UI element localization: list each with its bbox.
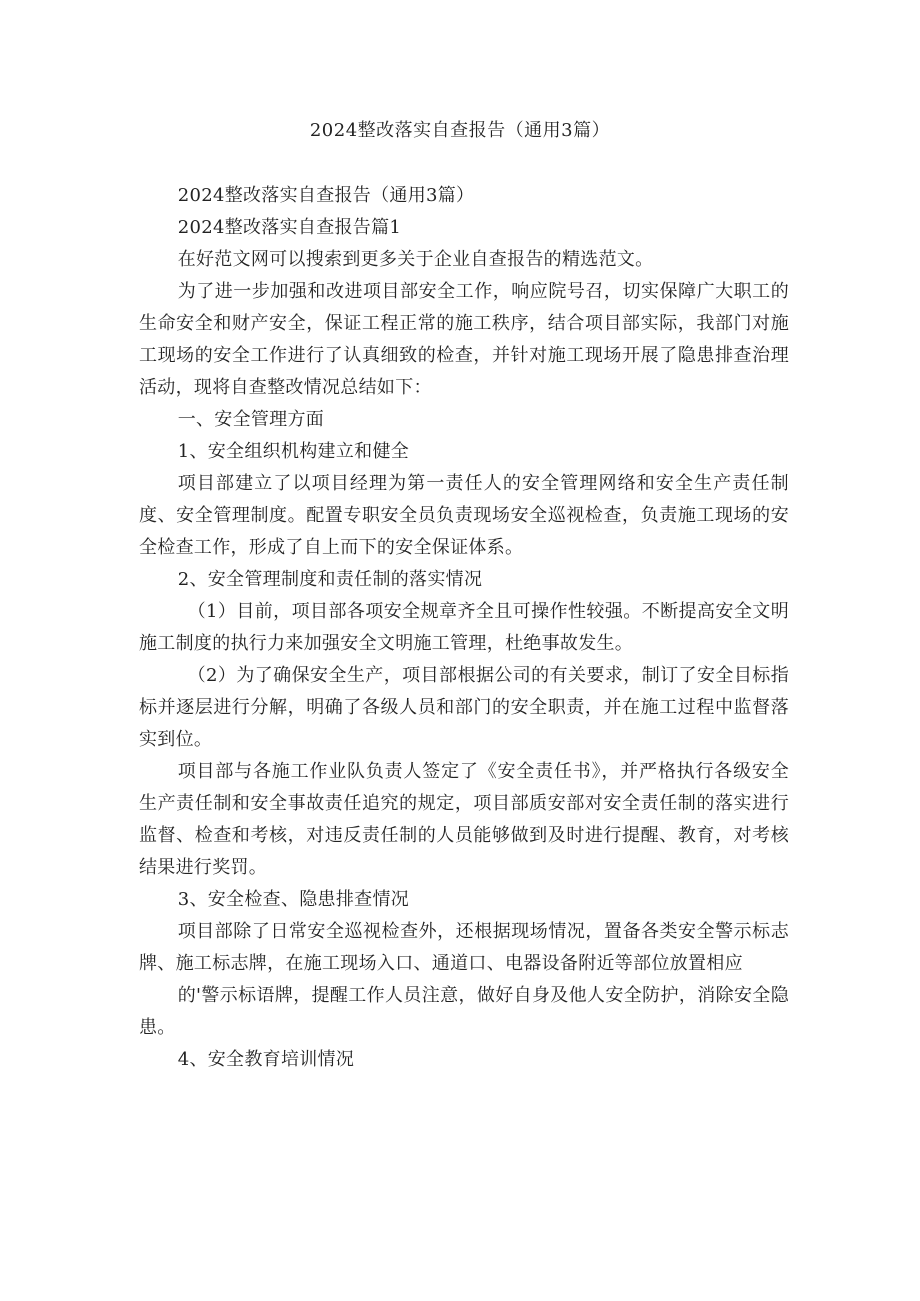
subsection-heading-3: 3、安全检查、隐患排查情况 [177,889,410,910]
paragraph-subtitle: 2024整改落实自查报告（通用3篇） [177,185,475,206]
paragraph-item-1: （1）目前，项目部各项安全规章齐全且可操作性较强。不断提高安全文明施工制度的执行力来加强安全文明施工管理，杜绝事故发生。 [139,601,789,654]
paragraph-item-2: （2）为了确保安全生产，项目部根据公司的有关要求，制订了安全目标指标并逐层进行分解，明确了各级人员和部门的安全职责，并在施工过程中监督落实到位。 [139,665,789,750]
document-title: 2024整改落实自查报告（通用3篇） [309,120,611,141]
paragraph-article-heading: 2024整改落实自查报告篇1 [177,217,402,238]
paragraph-overview: 为了进一步加强和改进项目部安全工作，响应院号召，切实保障广大职工的生命安全和财产安全，保证工程正常的施工秩序，结合项目部实际，我部门对施工现场的安全工作进行了认真细致的检查，并针对施工现场开展了隐患排查治理活动，现将自查整改情况总结如下： [139,281,789,398]
paragraph-organization: 项目部建立了以项目经理为第一责任人的安全管理网络和安全生产责任制度、安全管理制度。配置专职安全员负责现场安全巡视检查，负责施工现场的安全检查工作，形成了自上而下的安全保证体系。 [139,473,789,558]
paragraph-responsibility: 项目部与各施工作业队负责人签定了《安全责任书》，并严格执行各级安全生产责任制和安全事故责任追究的规定，项目部质安部对安全责任制的落实进行监督、检查和考核，对违反责任制的人员能够做到及时进行提醒、教育，对考核结果进行奖罚。 [139,761,789,878]
paragraph-inspection: 项目部除了日常安全巡视检查外，还根据现场情况，置备各类安全警示标志牌、施工标志牌，在施工现场入口、通道口、电器设备附近等部位放置相应 [139,921,789,974]
section-heading-safety-management: 一、安全管理方面 [177,409,325,430]
paragraph-inspection-continued: 的'警示标语牌，提醒工作人员注意，做好自身及他人安全防护，消除安全隐患。 [139,985,789,1038]
subsection-heading-4: 4、安全教育培训情况 [177,1049,355,1070]
subsection-heading-1: 1、安全组织机构建立和健全 [177,441,410,462]
paragraph-intro: 在好范文网可以搜索到更多关于企业自查报告的精选范文。 [177,249,654,270]
subsection-heading-2: 2、安全管理制度和责任制的落实情况 [177,569,483,590]
document-body [139,180,789,1076]
